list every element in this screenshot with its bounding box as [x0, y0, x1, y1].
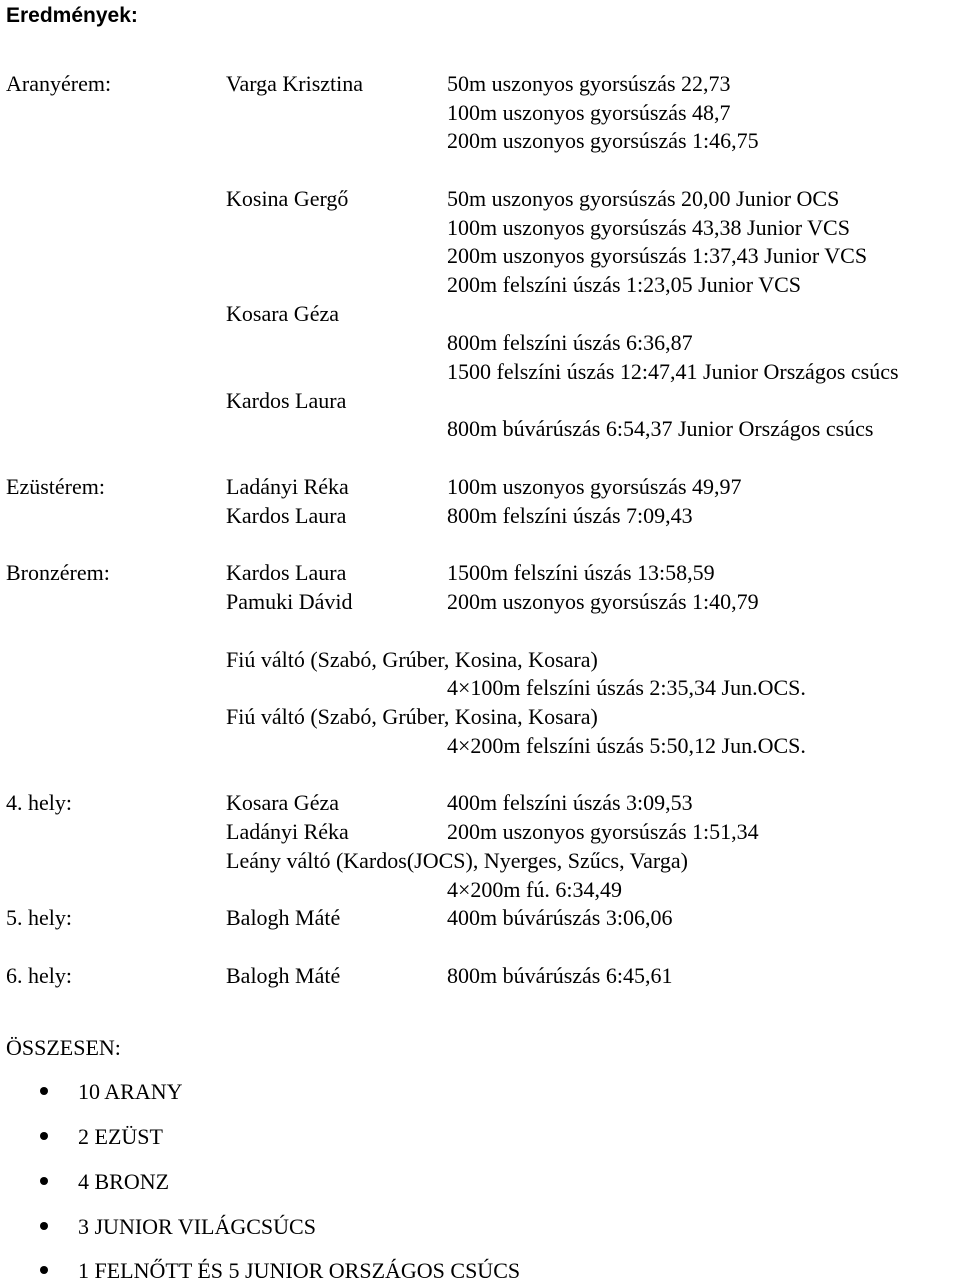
- athlete-name: Kosina Gergő: [226, 186, 349, 211]
- event-result: 4×200m felszíni úszás 5:50,12 Jun.OCS.: [447, 733, 806, 758]
- bullet-icon: [40, 1266, 48, 1274]
- event-result: 1500 felszíni úszás 12:47,41 Junior Országos csúcs: [447, 359, 899, 384]
- summary-heading: ÖSSZESEN:: [6, 1035, 121, 1060]
- place-label-5: 5. hely:: [6, 905, 72, 930]
- bullet-icon: [40, 1222, 48, 1230]
- summary-item: 4 BRONZ: [78, 1169, 170, 1194]
- event-result: 400m búvárúszás 3:06,06: [447, 905, 673, 930]
- athlete-name: Kardos Laura: [226, 388, 347, 413]
- event-result: 200m uszonyos gyorsúszás 1:51,34: [447, 819, 759, 844]
- event-result: 800m felszíni úszás 6:36,87: [447, 330, 693, 355]
- event-result: 4×200m fú. 6:34,49: [447, 877, 622, 902]
- bullet-icon: [40, 1087, 48, 1095]
- event-result: 100m uszonyos gyorsúszás 48,7: [447, 100, 731, 125]
- event-result: 400m felszíni úszás 3:09,53: [447, 790, 693, 815]
- event-result: 50m uszonyos gyorsúszás 20,00 Junior OCS: [447, 186, 840, 211]
- summary-item: 10 ARANY: [78, 1079, 183, 1104]
- event-result: 200m uszonyos gyorsúszás 1:37,43 Junior VCS: [447, 243, 868, 268]
- summary-item: 1 FELNŐTT ÉS 5 JUNIOR ORSZÁGOS CSÚCS: [78, 1258, 521, 1283]
- athlete-name: Balogh Máté: [226, 905, 341, 930]
- athlete-name: Ladányi Réka: [226, 819, 349, 844]
- place-label-6: 6. hely:: [6, 963, 72, 988]
- medal-label-gold: Aranyérem:: [6, 71, 112, 96]
- event-result: 200m felszíni úszás 1:23,05 Junior VCS: [447, 272, 802, 297]
- athlete-name: Kosara Géza: [226, 301, 339, 326]
- bullet-icon: [40, 1132, 48, 1140]
- page-title: Eredmények:: [6, 4, 138, 27]
- athlete-name: Pamuki Dávid: [226, 589, 353, 614]
- event-result: 4×100m felszíni úszás 2:35,34 Jun.OCS.: [447, 675, 806, 700]
- event-result: 1500m felszíni úszás 13:58,59: [447, 560, 715, 585]
- medal-label-silver: Ezüstérem:: [6, 474, 105, 499]
- relay-team: Leány váltó (Kardos(JOCS), Nyerges, Szűcs, Varga): [226, 848, 688, 873]
- event-result: 100m uszonyos gyorsúszás 43,38 Junior VCS: [447, 215, 850, 240]
- bullet-icon: [40, 1177, 48, 1185]
- relay-team: Fiú váltó (Szabó, Grúber, Kosina, Kosara): [226, 704, 598, 729]
- athlete-name: Balogh Máté: [226, 963, 341, 988]
- athlete-name: Kardos Laura: [226, 560, 347, 585]
- summary-item: 3 JUNIOR VILÁGCSÚCS: [78, 1214, 316, 1239]
- event-result: 800m felszíni úszás 7:09,43: [447, 503, 693, 528]
- summary-item: 2 EZÜST: [78, 1124, 163, 1149]
- athlete-name: Ladányi Réka: [226, 474, 349, 499]
- event-result: 200m uszonyos gyorsúszás 1:46,75: [447, 128, 759, 153]
- athlete-name: Kardos Laura: [226, 503, 347, 528]
- place-label-4: 4. hely:: [6, 790, 72, 815]
- relay-team: Fiú váltó (Szabó, Grúber, Kosina, Kosara): [226, 647, 598, 672]
- medal-label-bronze: Bronzérem:: [6, 560, 110, 585]
- event-result: 200m uszonyos gyorsúszás 1:40,79: [447, 589, 759, 614]
- event-result: 800m búvárúszás 6:54,37 Junior Országos csúcs: [447, 416, 874, 441]
- athlete-name: Kosara Géza: [226, 790, 339, 815]
- event-result: 50m uszonyos gyorsúszás 22,73: [447, 71, 731, 96]
- event-result: 800m búvárúszás 6:45,61: [447, 963, 673, 988]
- event-result: 100m uszonyos gyorsúszás 49,97: [447, 474, 742, 499]
- athlete-name: Varga Krisztina: [226, 71, 364, 96]
